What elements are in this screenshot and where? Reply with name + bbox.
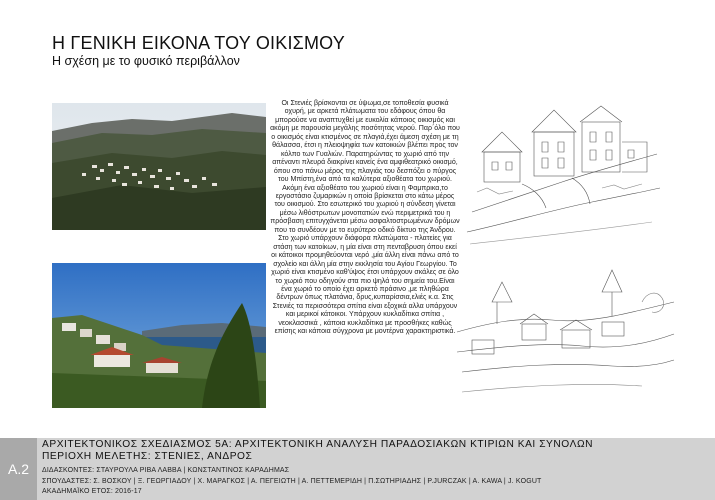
sheet-label: Α.2 <box>0 438 37 500</box>
page-title: Η ΓΕΝΙΚΗ ΕΙΚΟΝΑ ΤΟΥ ΟΙΚΙΣΜΟΥ <box>52 33 346 53</box>
academic-year: ΑΚΑΔΗΜΑΪΚΟ ΕΤΟΣ: 2016-17 <box>42 488 142 495</box>
study-area: ΠΕΡΙΟΧΗ ΜΕΛΕΤΗΣ: ΣΤΕΝΙΕΣ, ΑΝΔΡΟΣ <box>42 451 253 462</box>
village-sea-photo <box>52 263 266 408</box>
village-hillside-photo <box>52 103 266 230</box>
description-paragraph: Οι Στενιές βρίσκονται σε ύψωμα,σε τοποθεσία φυσικά οχυρή, με αρκετά πλάτωματα του εδάφους όπου θα μπορούσε να αναπτυχθεί με ευκολία κάποιος οικισμός και ακόμη με παρουσία μεγάλης ποσότητας νερού. Παρ΄όλο που ο οικισμός είναι κτισμένος σε πλαγιά,έχει άμεση σχέση με τη θάλασσα, έτσι η πλειοψηφία των κατοικιών βλέπει προς τον κόλπο των Γυαλιών. Παρατηρώντας το χωριό από την απέναντι πλευρά διακρίνει κανείς ένα αμφιθεατρικό οικισμό, όπου στο πάνω μέρος της πλαγιάς του δεσπόζει ο πύργος του Μπίστη,ένα από τα καλύτερα αξιοθέατα του χωριού. Ακόμη ένα αξιοθέατο του χωριού είναι η Φαμπρικα,το εργοστάσιο ζυμαρικών η οποία βρίσκεται στο κάτω μέρος του οικισμού. Στο εσωτερικό του χωριού η σύνδεση γίνεται μέσω λιθόστρωτων μονοπατιών ενώ περιμετρικά του η πρόσβαση επιτυγχάνεται μέσω ασφαλτοστρωμένων δρόμων που το συνδέουν με το ευρύτερο οδικό δίκτυο της Άνδρου. <box>270 100 460 234</box>
teachers-line: ΔΙΔΑΣΚΟΝΤΕΣ: ΣΤΑΥΡΟΥΛΑ ΡΙΒΑ ΛΑΒΒΑ | ΚΩΝΣΤΑΝΤΙΝΟΣ ΚΑΡΑΔΗΜΑΣ <box>42 467 290 474</box>
footer-bar <box>0 438 715 500</box>
landscape-sketch-drawing <box>452 262 677 412</box>
course-title: ΑΡΧΙΤΕΚΤΟΝΙΚΟΣ ΣΧΕΔΙΑΣΜΟΣ 5Α: ΑΡΧΙΤΕΚΤΟΝΙΚΗ ΑΝΑΛΥΣΗ ΠΑΡΑΔΟΣΙΑΚΩΝ ΚΤΙΡΙΩΝ ΚΑΙ ΣΥΝΟΛΩΝ <box>42 439 594 450</box>
village-sketch-drawing <box>462 92 662 252</box>
page-subtitle: Η σχέση με το φυσικό περιβάλλον <box>52 54 240 68</box>
description-paragraph: Στο χωριό υπάρχουν διάφορα πλατώματα - πλατείες για στάση των κατοίκων, η μία είναι στη πενταβρυση όπου εκεί οι κάτοικοι προμηθεύονται νερό ,μία άλλη είναι πάνω από το σχολείο και άλλη μία στην εκκλησία του Αγίου Γεωργίου. Το χωριό είναι κτισμένο καθ'ύψος έτσι υπάρχουν σκάλες σε όλο το χωριό που οδηγούν στα πιο ψηλά του σημεία του.Είναι ένα χωριό το οποίο έχει αρκετό πράσινο ,με πληθώρα δέντρων όπως πλατάνια, δρυς,κυπαρίσσια,ελιές κ.α. Στις Στενιές τα περισσότερα σπίτια είναι εξοχικά αλλα υπάρχουν και μερικοί κάτοικοι. Υπάρχουν κυκλαδίτικα σπίτια , νεοκλασσικά , κάποια κυκλαδίτικα με προσθήκες καθώς επίσης και κάποια σύγχρονα με μοντέρνα χαρακτηριστικά. <box>271 235 459 336</box>
description-text <box>270 100 460 337</box>
students-line: ΣΠΟΥΔΑΣΤΕΣ: Σ. ΒΟΣΚΟΥ | Ξ. ΓΕΩΡΓΙΑΔΟΥ | Χ. ΜΑΡΑΓΚΟΣ | Α. ΠΕΓΕΙΩΤΗ | Α. ΠΕΤΤΕΜΕΡΙΔΗ | Π.ΣΩΤΗΡΙΑΔΗΣ | P.JURCZAK | A. KAWA | J. KOGUT <box>42 478 542 485</box>
